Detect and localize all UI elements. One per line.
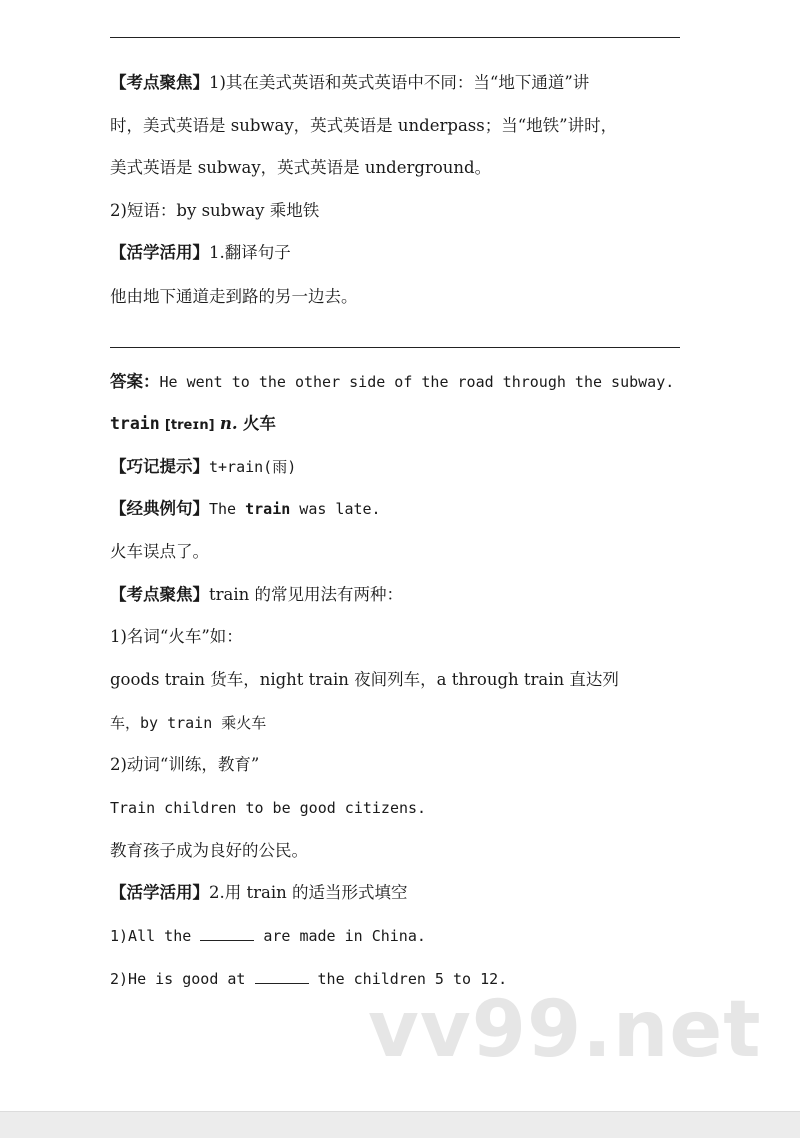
practice2-q2-pre: 2)He is good at [110, 970, 255, 988]
entry-word: train [110, 414, 160, 433]
focus2-item2: 2)动词“训练，教育” [110, 755, 260, 774]
practice1-title-text: 1.翻译句子 [209, 243, 291, 262]
memory-label: 【巧记提示】 [110, 457, 209, 476]
practice2-q1-post: are made in China. [254, 927, 426, 945]
practice1-prompt: 他由地下通道走到路的另一边去。 [110, 287, 358, 306]
practice2-q2-blank [255, 969, 309, 984]
focus2-item2-en: Train children to be good citizens. [110, 799, 427, 817]
example-post: was late. [290, 500, 381, 518]
practice1-title [110, 242, 690, 264]
focus2-intro-text: train 的常见用法有两种： [209, 585, 404, 604]
memory-text: t+rain(雨) [209, 458, 297, 476]
entry-meaning: 火车 [242, 414, 276, 433]
practice2-title-text: 2.用 train 的适当形式填空 [209, 883, 408, 902]
focus1-line2: 时，美式英语是 subway，英式英语是 underpass；当“地铁”讲时， [110, 116, 618, 135]
answer1-label: 答案： [110, 372, 160, 391]
focus2-item1: 1)名词“火车”如： [110, 627, 243, 646]
practice2-q1 [110, 925, 690, 947]
example-translation: 火车误点了。 [110, 542, 209, 561]
top-divider [110, 37, 680, 38]
answer-divider [110, 347, 680, 348]
example-bold-word: train [245, 500, 291, 518]
practice2-q1-pre: 1)All the [110, 927, 201, 945]
focus2-label: 【考点聚焦】 [110, 585, 209, 604]
practice1-label: 【活学活用】 [110, 243, 209, 262]
focus1-line3: 美式英语是 subway，英式英语是 underground。 [110, 158, 492, 177]
focus2-intro [110, 584, 690, 606]
viewer-bottom-bar [0, 1111, 800, 1138]
practice2-q2-post: the children 5 to 12. [308, 970, 508, 988]
focus2-item1-line2: 车，by train 乘火车 [110, 714, 267, 732]
focus1-line4: 2)短语：by subway 乘地铁 [110, 201, 320, 220]
entry-pos: n. [219, 414, 238, 433]
entry-phonetic: [treɪn] [164, 418, 215, 433]
entry-line [110, 413, 690, 437]
focus2-item1-line1: goods train 货车，night train 夜间列车，a through train 直达列 [110, 670, 619, 689]
focus2-item2-cn: 教育孩子成为良好的公民。 [110, 841, 308, 860]
answer1-text: He went to the other side of the road through the subway. [159, 373, 675, 391]
practice2-title [110, 882, 690, 904]
practice2-label: 【活学活用】 [110, 883, 209, 902]
practice2-q1-blank [200, 926, 254, 941]
watermark: vv99.net [368, 985, 762, 1075]
focus1-line1 [110, 72, 690, 94]
answer1-line [110, 371, 690, 393]
memory-line [110, 456, 690, 478]
focus1-line1-text: 1)其在美式英语和英式英语中不同：当“地下通道”讲 [209, 73, 590, 92]
example-label: 【经典例句】 [110, 499, 209, 518]
example-line [110, 498, 690, 520]
focus1-label: 【考点聚焦】 [110, 73, 209, 92]
example-pre: The [209, 500, 246, 518]
